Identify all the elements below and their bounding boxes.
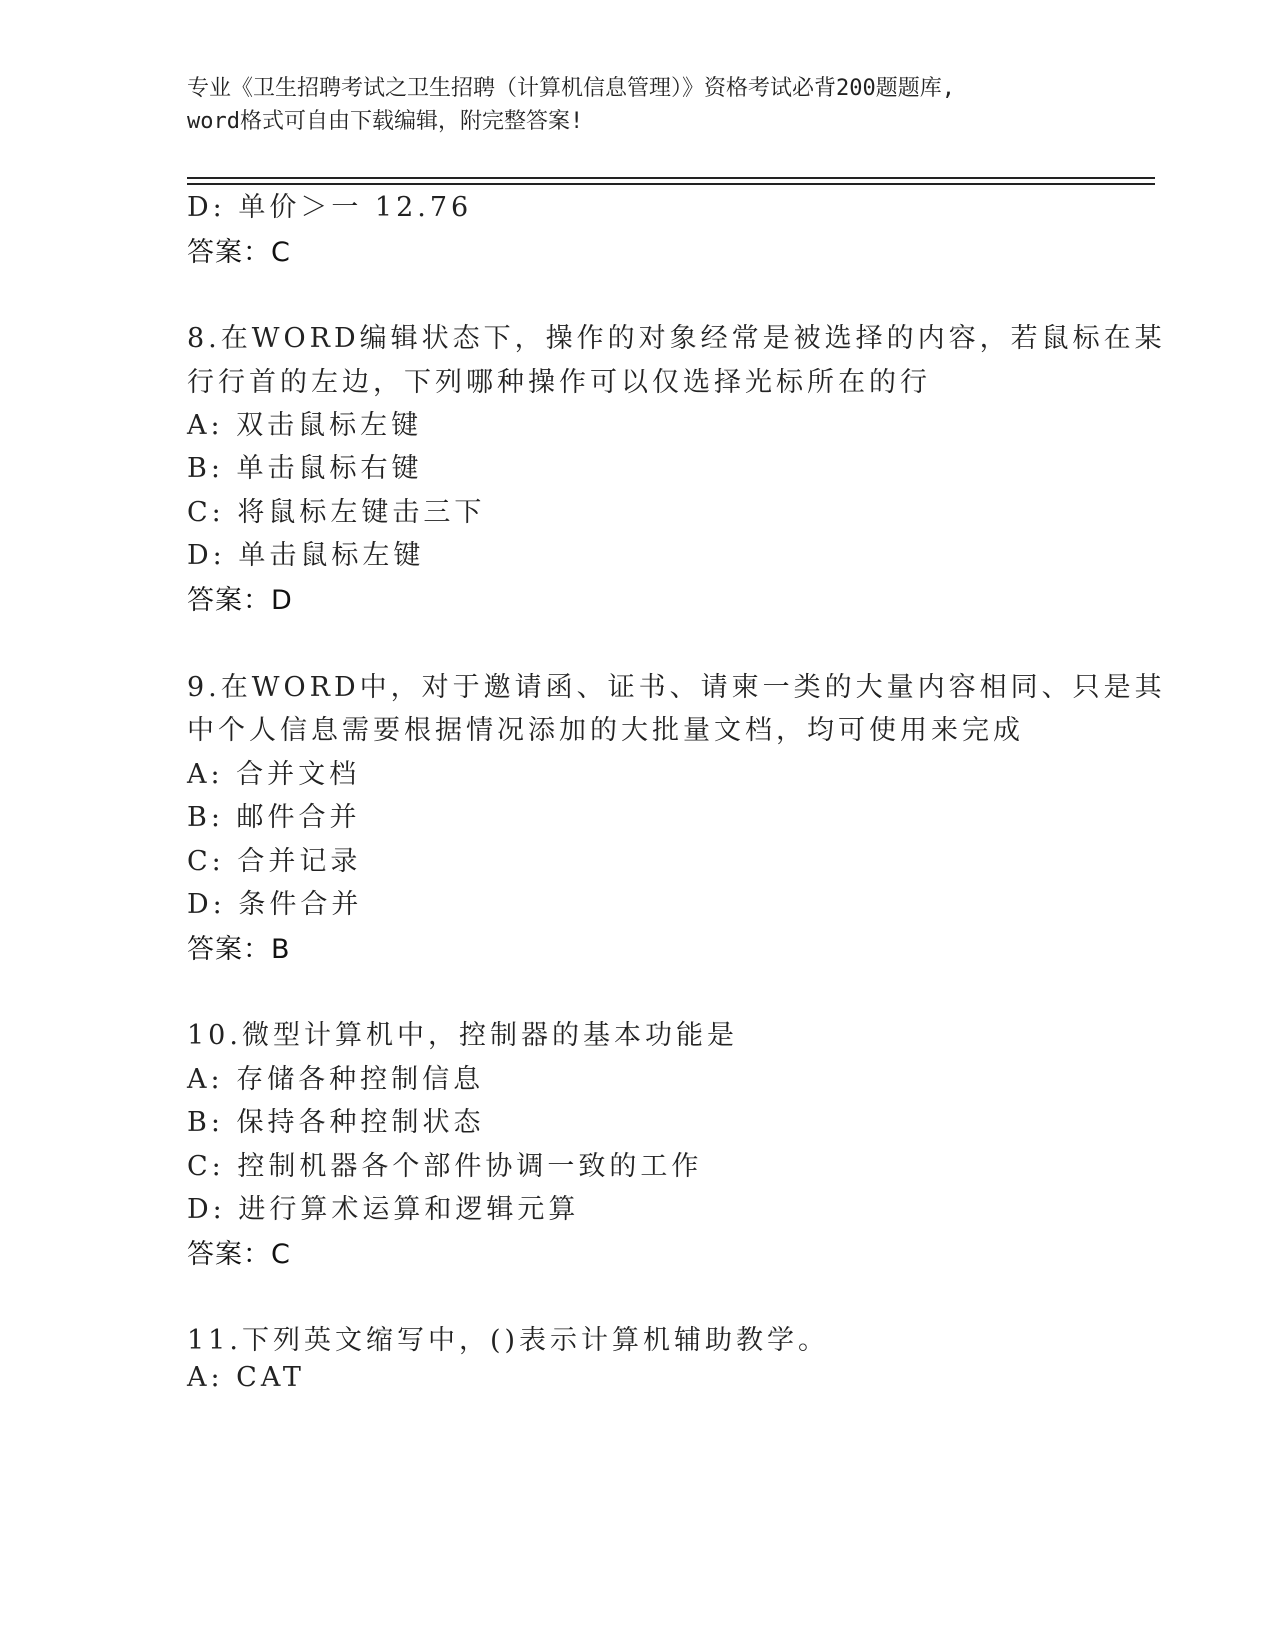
question-8-option-d: D: 单击鼠标左键 [187,540,425,571]
question-11-option-a: A: CAT [187,1362,305,1393]
question-10-option-a: A: 存储各种控制信息 [187,1064,485,1095]
question-8-option-a: A: 双击鼠标左键 [187,410,423,441]
question-9-answer: 答案：B [187,934,291,965]
question-8-answer: 答案：D [187,585,293,616]
question-10-answer: 答案：C [187,1239,291,1270]
question-9-option-b: B: 邮件合并 [187,802,361,833]
question-9-text-line-1: 9.在WORD中，对于邀请函、证书、请柬一类的大量内容相同、只是其 [187,672,1166,703]
question-10-option-d: D: 进行算术运算和逻辑元算 [187,1194,580,1225]
question-10-text: 10.微型计算机中，控制器的基本功能是 [187,1020,738,1051]
question-9-option-d: D: 条件合并 [187,889,363,920]
question-8-text-line-2: 行行首的左边，下列哪种操作可以仅选择光标所在的行 [187,367,931,398]
document-header [187,72,1087,138]
question-9-text-line-2: 中个人信息需要根据情况添加的大批量文档，均可使用来完成 [187,715,1024,746]
question-8-option-c: C: 将鼠标左键击三下 [187,497,486,528]
question-8-option-b: B: 单击鼠标右键 [187,453,423,484]
question-11-text: 11.下列英文缩写中，()表示计算机辅助教学。 [187,1325,830,1356]
prev-option-d: D: 单价＞一 12.76 [187,192,473,223]
header-title-line-2: word格式可自由下载编辑，附完整答案! [187,109,584,134]
question-10-option-c: C: 控制机器各个部件协调一致的工作 [187,1151,703,1182]
header-divider-top [187,177,1155,179]
question-10-option-b: B: 保持各种控制状态 [187,1107,485,1138]
header-title-line-1: 专业《卫生招聘考试之卫生招聘（计算机信息管理）》资格考试必背200题题库, [187,76,955,101]
question-9-option-a: A: 合并文档 [187,759,361,790]
prev-answer: 答案：C [187,237,291,268]
question-9-option-c: C: 合并记录 [187,846,362,877]
question-8-text-line-1: 8.在WORD编辑状态下，操作的对象经常是被选择的内容，若鼠标在某 [187,323,1166,354]
